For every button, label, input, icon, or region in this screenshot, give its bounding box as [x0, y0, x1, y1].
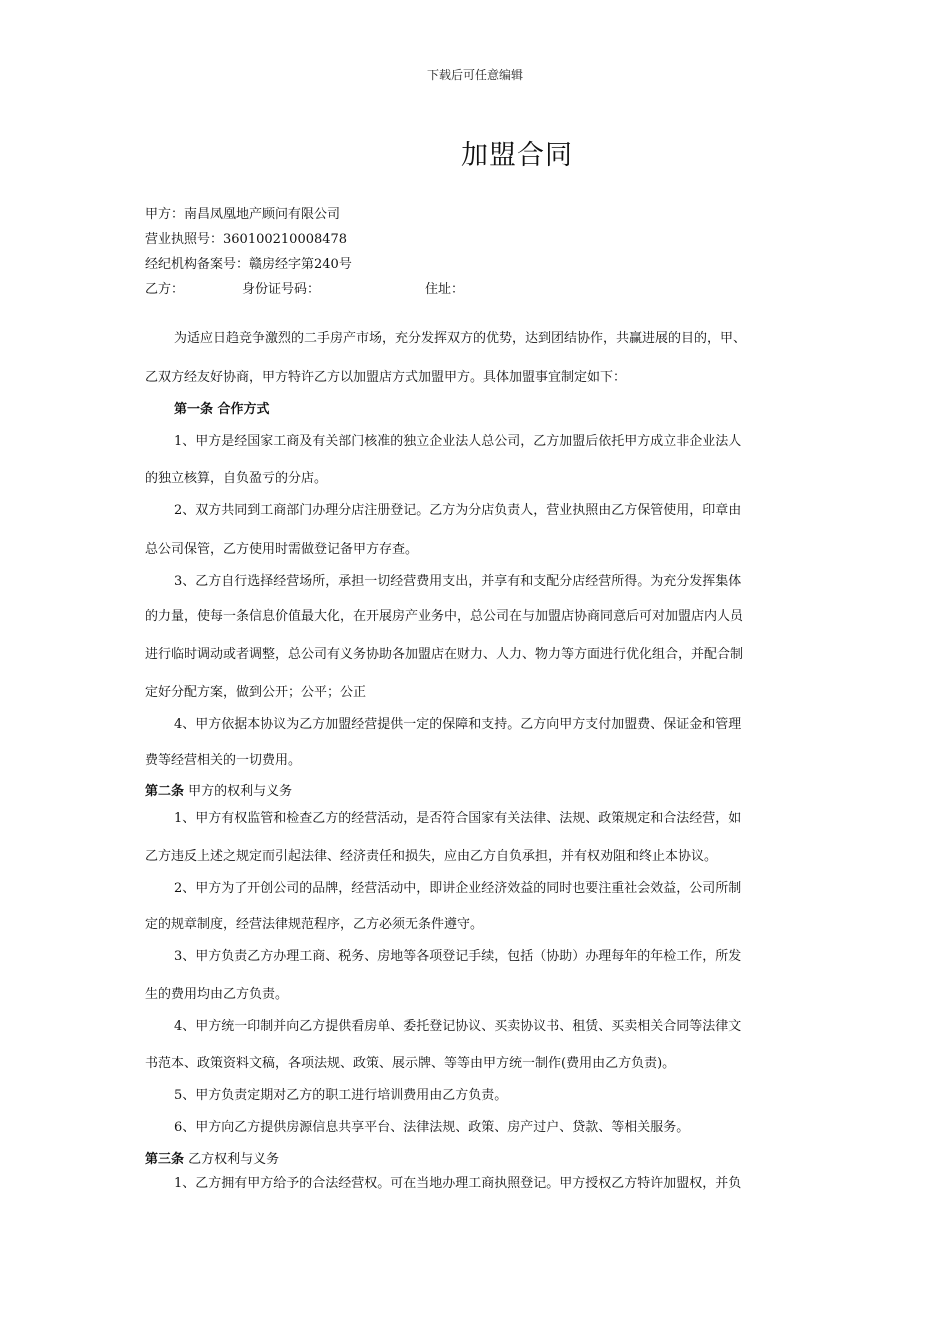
- id-number-label: 身份证号码：: [242, 282, 321, 297]
- article-2-line: 3、甲方负责乙方办理工商、税务、房地等各项登记手续，包括（协助）办理每年的年检工作，所发: [174, 949, 742, 964]
- article-1-line: 4、甲方依据本协议为乙方加盟经营提供一定的保障和支持。乙方向甲方支付加盟费、保证金和管理: [174, 717, 742, 732]
- agency-record-line: 经纪机构备案号：赣房经字第240号: [145, 257, 352, 272]
- intro-line: 为适应日趋竞争激烈的二手房产市场，充分发挥双方的优势，达到团结协作，共赢进展的目的，甲、: [174, 331, 747, 346]
- article-2-heading: 第二条 甲方的权利与义务: [145, 784, 293, 799]
- article-1-line: 3、乙方自行选择经营场所，承担一切经营费用支出，并享有和支配分店经营所得。为充分发挥集体: [174, 574, 742, 589]
- article-1-line: 进行临时调动或者调整，总公司有义务协助各加盟店在财力、人力、物力等方面进行优化组合，并配合制: [145, 647, 744, 662]
- article-1-heading: 第一条 合作方式: [174, 402, 270, 417]
- article-2-line: 定的规章制度，经营法律规范程序，乙方必须无条件遵守。: [145, 917, 484, 932]
- article-1-line: 1、甲方是经国家工商及有关部门核准的独立企业法人总公司，乙方加盟后依托甲方成立非企业法人: [174, 434, 742, 449]
- article-2-line: 生的费用均由乙方负责。: [145, 987, 289, 1002]
- article-1-line: 的力量，使每一条信息价值最大化，在开展房产业务中，总公司在与加盟店协商同意后可对加盟店内人员: [145, 609, 744, 624]
- party-b-line: [145, 278, 464, 297]
- address-label: 住址：: [425, 282, 465, 297]
- article-1-line: 费等经营相关的一切费用。: [145, 753, 302, 768]
- article-2-line: 6、甲方向乙方提供房源信息共享平台、法律法规、政策、房产过户、贷款、等相关服务。: [174, 1120, 690, 1135]
- article-3-line: 1、乙方拥有甲方给予的合法经营权。可在当地办理工商执照登记。甲方授权乙方特许加盟权，并负: [174, 1176, 742, 1191]
- article-1-line: 定好分配方案，做到公开；公平；公正: [145, 685, 367, 700]
- article-2-line: 4、甲方统一印制并向乙方提供看房单、委托登记协议、买卖协议书、租赁、买卖相关合同等法律文: [174, 1019, 742, 1034]
- article-2-line: 书范本、政策资料文稿，各项法规、政策、展示牌、等等由甲方统一制作(费用由乙方负责)。: [145, 1056, 676, 1071]
- article-2-line: 1、甲方有权监管和检查乙方的经营活动，是否符合国家有关法律、法规、政策规定和合法经营，如: [174, 811, 742, 826]
- party-a-line: 甲方：南昌凤凰地产顾问有限公司: [145, 207, 341, 222]
- article-2-line: 乙方违反上述之规定而引起法律、经济责任和损失，应由乙方自负承担，并有权劝阻和终止本协议。: [145, 849, 718, 864]
- party-b-label: 乙方：: [145, 282, 185, 297]
- document-title: 加盟合同: [461, 140, 573, 171]
- article-1-line: 2、双方共同到工商部门办理分店注册登记。乙方为分店负责人，营业执照由乙方保管使用，印章由: [174, 503, 742, 518]
- article-1-line: 的独立核算，自负盈亏的分店。: [145, 471, 328, 486]
- license-line: 营业执照号：360100210008478: [145, 232, 348, 247]
- intro-line: 乙双方经友好协商，甲方特许乙方以加盟店方式加盟甲方。具体加盟事宜制定如下：: [145, 370, 627, 385]
- header-note: 下载后可任意编辑: [426, 68, 523, 82]
- article-2-line: 2、甲方为了开创公司的品牌，经营活动中，即讲企业经济效益的同时也要注重社会效益，公司所制: [174, 881, 742, 896]
- article-2-line: 5、甲方负责定期对乙方的职工进行培训费用由乙方负责。: [174, 1088, 508, 1103]
- article-1-line: 总公司保管，乙方使用时需做登记备甲方存查。: [145, 542, 419, 557]
- article-3-heading: 第三条 乙方权利与义务: [145, 1152, 280, 1167]
